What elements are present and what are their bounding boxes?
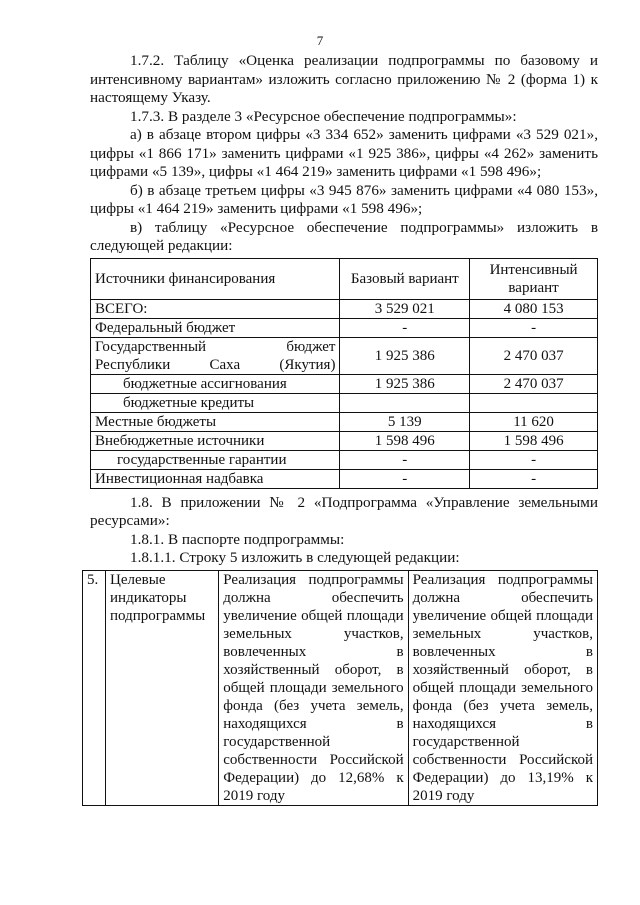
row-intensive: 2 470 037 [470, 374, 598, 393]
row-label: Федеральный бюджет [91, 318, 340, 337]
row5-table [82, 570, 598, 806]
row-intensive: 1 598 496 [470, 431, 598, 450]
row5-title: Целевые индикаторы подпрограммы [106, 570, 219, 805]
table-row [91, 374, 598, 393]
row-label: государственные гарантии [91, 450, 340, 469]
row-intensive [470, 393, 598, 412]
row-label: бюджетные ассигнования [91, 374, 340, 393]
table-row [91, 318, 598, 337]
table-row [91, 299, 598, 318]
row-intensive: 4 080 153 [470, 299, 598, 318]
row-base: 3 529 021 [340, 299, 470, 318]
table-row [91, 431, 598, 450]
paragraph-a: а) в абзаце втором цифры «3 334 652» заменить цифрами «3 529 021», цифры «1 866 171» заменить цифрами «1 925 386», цифры «4 262» заменить цифрами «5 139», цифры «1 464 219» заменить цифрами «1 598 496»; [90, 126, 598, 180]
row-base: 1 598 496 [340, 431, 470, 450]
document-body [87, 52, 598, 806]
row5-number: 5. [83, 570, 106, 805]
table-row [83, 570, 598, 805]
row-base: - [340, 318, 470, 337]
paragraph-1-8: 1.8. В приложении № 2 «Подпрограмма «Управление земельными ресурсами»: [90, 493, 598, 529]
header-base: Базовый вариант [340, 258, 470, 299]
table-row [91, 469, 598, 488]
resource-table-header [91, 258, 598, 299]
row-base [340, 393, 470, 412]
row-label: Инвестиционная надбавка [91, 469, 340, 488]
row-label: бюджетные кредиты [91, 393, 340, 412]
resource-table [90, 258, 598, 489]
table-row [91, 412, 598, 431]
row-base: 1 925 386 [340, 374, 470, 393]
row-intensive: - [470, 450, 598, 469]
table-row [91, 393, 598, 412]
row-label: ВСЕГО: [91, 299, 340, 318]
paragraph-b: б) в абзаце третьем цифры «3 945 876» заменить цифрами «4 080 153», цифры «1 464 219» заменить цифрами «1 598 496»; [90, 181, 598, 217]
paragraph-1-7-2: 1.7.2. Таблицу «Оценка реализации подпрограммы по базовому и интенсивному вариантам» изложить согласно приложению № 2 (форма 1) к настоящему Указу. [90, 52, 598, 106]
row-label: Государственный бюджет Республики Саха (Якутия) [91, 337, 340, 374]
row-intensive: - [470, 318, 598, 337]
table-row [91, 450, 598, 469]
header-sources: Источники финансирования [91, 258, 340, 299]
table-row [91, 337, 598, 374]
row-base: - [340, 450, 470, 469]
row-intensive: 2 470 037 [470, 337, 598, 374]
header-intensive: Интенсивный вариант [470, 258, 598, 299]
row-intensive: 11 620 [470, 412, 598, 431]
row-base: 5 139 [340, 412, 470, 431]
row-base: 1 925 386 [340, 337, 470, 374]
row-label: Местные бюджеты [91, 412, 340, 431]
row5-base-text: Реализация подпрограммы должна обеспечить увеличение общей площади земельных участков, вовлеченных в хозяйственный оборот, в общей площади земельного фонда (без учета земель, находящихся в государственной собственности Российской Федерации) до 12,68% к 2019 году [219, 570, 408, 805]
row-label: Внебюджетные источники [91, 431, 340, 450]
row5-intensive-text: Реализация подпрограммы должна обеспечить увеличение общей площади земельных участков, вовлеченных в хозяйственный оборот, в общей площади земельного фонда (без учета земель, находящихся в государственной собственности Российской Федерации) до 13,19% к 2019 году [408, 570, 597, 805]
row-intensive: - [470, 469, 598, 488]
paragraph-v: в) таблицу «Ресурсное обеспечение подпрограммы» изложить в следующей редакции: [90, 218, 598, 254]
row-base: - [340, 469, 470, 488]
paragraph-1-7-3: 1.7.3. В разделе 3 «Ресурсное обеспечение подпрограммы»: [130, 107, 517, 125]
paragraph-1-8-1-1: 1.8.1.1. Строку 5 изложить в следующей редакции: [130, 549, 460, 566]
paragraph-1-8-1: 1.8.1. В паспорте подпрограммы: [130, 530, 345, 548]
page-number: 7 [316, 33, 324, 48]
